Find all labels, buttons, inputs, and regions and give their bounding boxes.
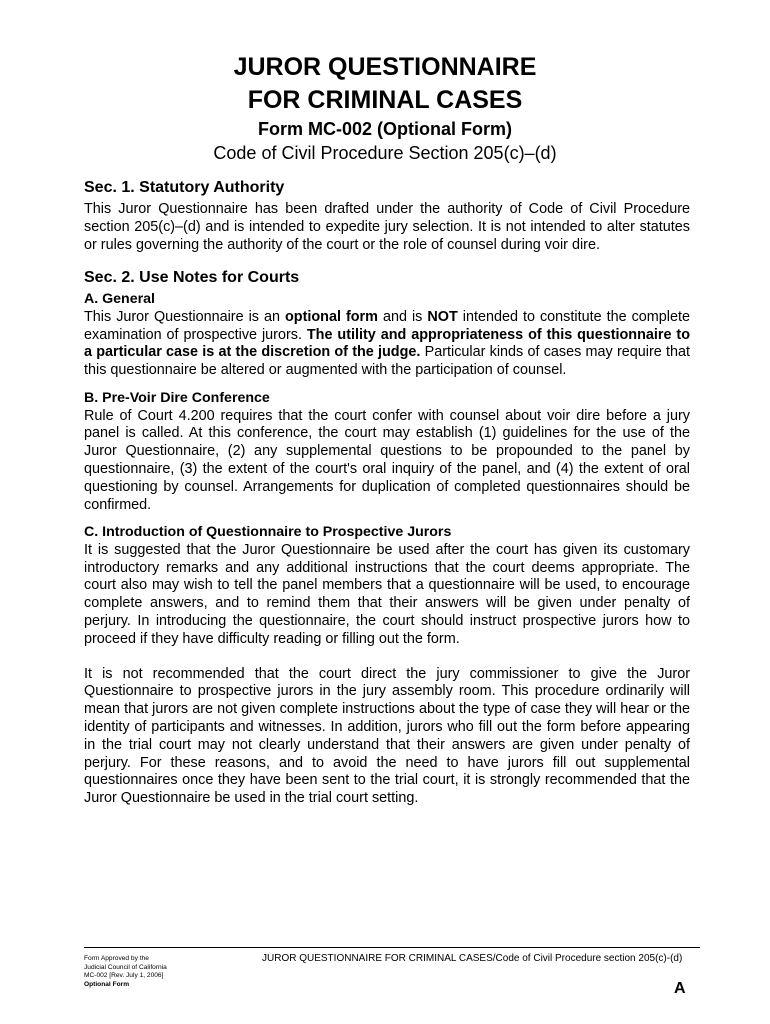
sec2a-text — [84, 309, 690, 380]
sec2a-bold-1: optional form — [285, 308, 378, 325]
sec2a-text-3: intended to constitute the complete examination of prospective jurors. — [84, 308, 690, 343]
footer-approved-line-2: Judicial Council of California — [84, 963, 167, 971]
title-line-2: FOR CRIMINAL CASES — [247, 86, 523, 114]
sec2c-heading: C. Introduction of Questionnaire to Prospective Jurors — [84, 524, 452, 541]
sec2b-heading: B. Pre-Voir Dire Conference — [84, 390, 270, 407]
footer-page-letter: A — [674, 980, 686, 997]
sec2a-text-2: and is — [377, 308, 428, 325]
sec2a-heading: A. General — [84, 291, 155, 308]
code-section: Code of Civil Procedure Section 205(c)–(d) — [213, 143, 557, 163]
form-number: Form MC-002 (Optional Form) — [257, 119, 512, 139]
sec2a-text-4: Particular kinds of cases may require that this questionnaire be altered or augmented with the participation of counsel. — [84, 344, 690, 379]
sec2c-text-2: It is not recommended that the court direct the jury commissioner to give the Juror Questionnaire to prospective jurors in the jury assembly room. This procedure ordinarily will mean that jurors are not given complete instructions about the type of case they will hear or the identity of participants and witnesses. In addition, jurors who fill out the form before appearing in the trial court may not clearly understand that their answers are given under penalty of perjury. For these reasons, and to avoid the need to have jurors fill out supplemental questionnaires once they have been sent to the trial court, it is strongly recommended that the Juror Questionnaire be used in the trial court setting. — [84, 665, 690, 807]
footer-approved-line-3: MC-002 [Rev. July 1, 2006] — [84, 972, 164, 980]
sec2b-text: Rule of Court 4.200 requires that the court confer with counsel about voir dire before a jury panel is called. At this conference, the court may establish (1) guidelines for the use of the Juror Questionnaire, (2) any supplemental questions to be propounded to the panel by questionnaire, (3) the extent of the court's oral inquiry of the panel, and (4) the extent of oral questioning by counsel. Arrangements for duplication of completed questionnaires should be confirmed. — [84, 407, 690, 513]
sec2a-bold-2: NOT — [427, 308, 458, 325]
sec1-text: This Juror Questionnaire has been drafted under the authority of Code of Civil Procedure section 205(c)–(d) and is intended to expedite jury selection. It is not intended to alter statutes or rules governing the authority of the court or the role of counsel during voir dire. — [84, 201, 690, 253]
title-line-1: JUROR QUESTIONNAIRE — [233, 53, 537, 81]
sec2a-bold-3: The utility and appropriateness of this questionnaire to a particular case is at the discretion of the judge. — [84, 326, 690, 361]
footer-divider — [84, 947, 700, 948]
sec2-heading: Sec. 2. Use Notes for Courts — [84, 269, 300, 287]
main-content — [84, 178, 690, 808]
footer-approved-line-1: Form Approved by the — [84, 955, 149, 962]
footer-approved-line-4: Optional Form — [84, 980, 130, 988]
footer-form-title: JUROR QUESTIONNAIRE FOR CRIMINAL CASES/Code of Civil Procedure section 205(c)-(d) — [262, 953, 683, 964]
sec2a-text-1: This Juror Questionnaire is an — [84, 308, 285, 325]
sec2c-text-1: It is suggested that the Juror Questionnaire be used after the court has given its customary introductory remarks and any additional instructions that the court deems appropriate. The court also may wish to tell the panel members that a questionnaire will be used, to encourage complete answers, and to remind them that their answers will be given under penalty of perjury. In introducing the questionnaire, the court should instruct prospective jurors how to proceed if they have difficulty reading or filling out the form. — [84, 541, 690, 647]
sec1-heading: Sec. 1. Statutory Authority — [84, 179, 285, 196]
footer-approval-block — [84, 955, 167, 989]
